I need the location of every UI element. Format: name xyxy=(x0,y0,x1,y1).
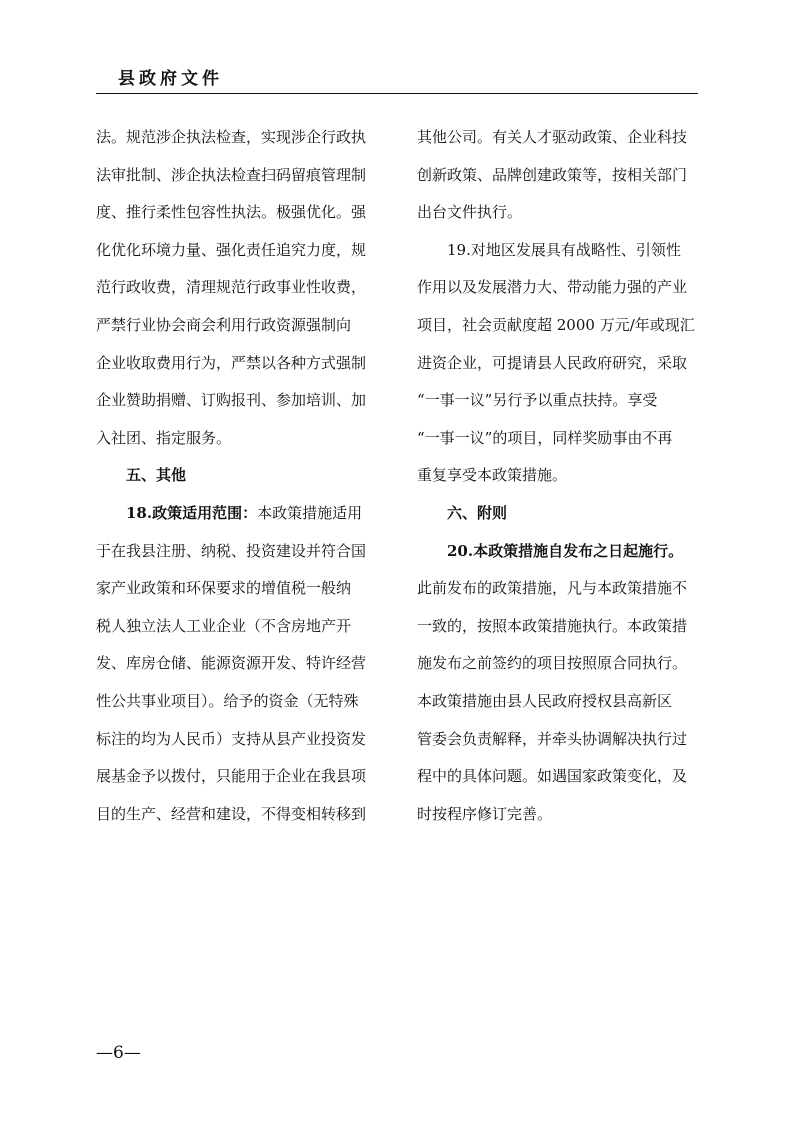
text-line: 度、推行柔性包容性执法。极强优化。强 xyxy=(96,203,367,222)
text-line: 发、库房仓储、能源资源开发、特许经营 xyxy=(96,654,367,673)
text-line: 家产业政策和环保要求的增值税一般纳 xyxy=(96,579,352,598)
text-line: 创新政策、品牌创建政策等，按相关部门 xyxy=(417,165,688,184)
clause-18-text: 本政策措施适用 xyxy=(257,503,363,522)
text-line: 进资企业，可提请县人民政府研究，采取 xyxy=(417,353,688,372)
text-line: 时按程序修订完善。 xyxy=(417,804,553,823)
header-divider xyxy=(96,93,698,94)
text-line: 范行政收费，清理规范行政事业性收费， xyxy=(96,278,367,297)
text-line: 企业收取费用行为，严禁以各种方式强制 xyxy=(96,353,367,372)
text-line: 程中的具体问题。如遇国家政策变化，及 xyxy=(417,767,688,786)
text-line: 企业赞助捐赠、订购报刊、参加培训、加 xyxy=(96,391,367,410)
text-line: 法审批制、涉企执法检查扫码留痕管理制 xyxy=(96,165,367,184)
text-line: 税人独立法人工业企业（不含房地产开 xyxy=(96,616,352,635)
clause-19-first-line: 19.对地区发展具有战略性、引领性 xyxy=(447,240,681,259)
page-number: —6— xyxy=(96,1043,141,1063)
text-line: 其他公司。有关人才驱动政策、企业科技 xyxy=(417,128,688,146)
text-line: “一事一议”的项目，同样奖励事由不再 xyxy=(417,428,673,447)
text-line: 项目，社会贡献度超 2000 万元/年或现汇 xyxy=(417,315,695,334)
text-line: 重复享受本政策措施。 xyxy=(417,466,568,485)
clause-20-title: 20.本政策措施自发布之日起施行。 xyxy=(447,541,684,560)
text-line xyxy=(96,495,380,533)
text-line: 出台文件执行。 xyxy=(417,203,523,222)
text-line: 作用以及发展潜力大、带动能力强的产业 xyxy=(417,278,688,297)
text-line: 施发布之前签约的项目按照原合同执行。 xyxy=(417,654,688,673)
text-line: 此前发布的政策措施，凡与本政策措施不 xyxy=(417,579,688,598)
text-line: 本政策措施由县人民政府授权县高新区 xyxy=(417,691,673,710)
document-header-title: 县政府文件 xyxy=(118,69,223,89)
text-line: 目的生产、经营和建设，不得变相转移到 xyxy=(96,804,367,823)
text-line: 化优化环境力量、强化责任追究力度，规 xyxy=(96,240,367,259)
right-text-column xyxy=(417,119,701,833)
text-line: 严禁行业协会商会利用行政资源强制向 xyxy=(96,315,352,334)
text-line: 入社团、指定服务。 xyxy=(96,428,232,447)
text-line: 展基金予以拨付，只能用于企业在我县项 xyxy=(96,767,367,786)
clause-18-title: 18.政策适用范围： xyxy=(126,503,258,522)
section-heading-other: 五、其他 xyxy=(126,466,187,485)
section-heading-supplementary: 六、附则 xyxy=(447,503,508,522)
text-line: 标注的均为人民币）支持从县产业投资发 xyxy=(96,729,367,748)
text-line: 法。规范涉企执法检查，实现涉企行政执 xyxy=(96,128,367,146)
left-text-column xyxy=(96,119,380,833)
text-line: 一致的，按照本政策措施执行。本政策措 xyxy=(417,616,688,635)
text-line: 性公共事业项目）。给予的资金（无特殊 xyxy=(96,691,359,710)
text-line: 管委会负责解释，并牵头协调解决执行过 xyxy=(417,729,688,748)
text-line: “一事一议”另行予以重点扶持。享受 xyxy=(417,391,658,410)
text-line: 于在我县注册、纳税、投资建设并符合国 xyxy=(96,541,367,560)
